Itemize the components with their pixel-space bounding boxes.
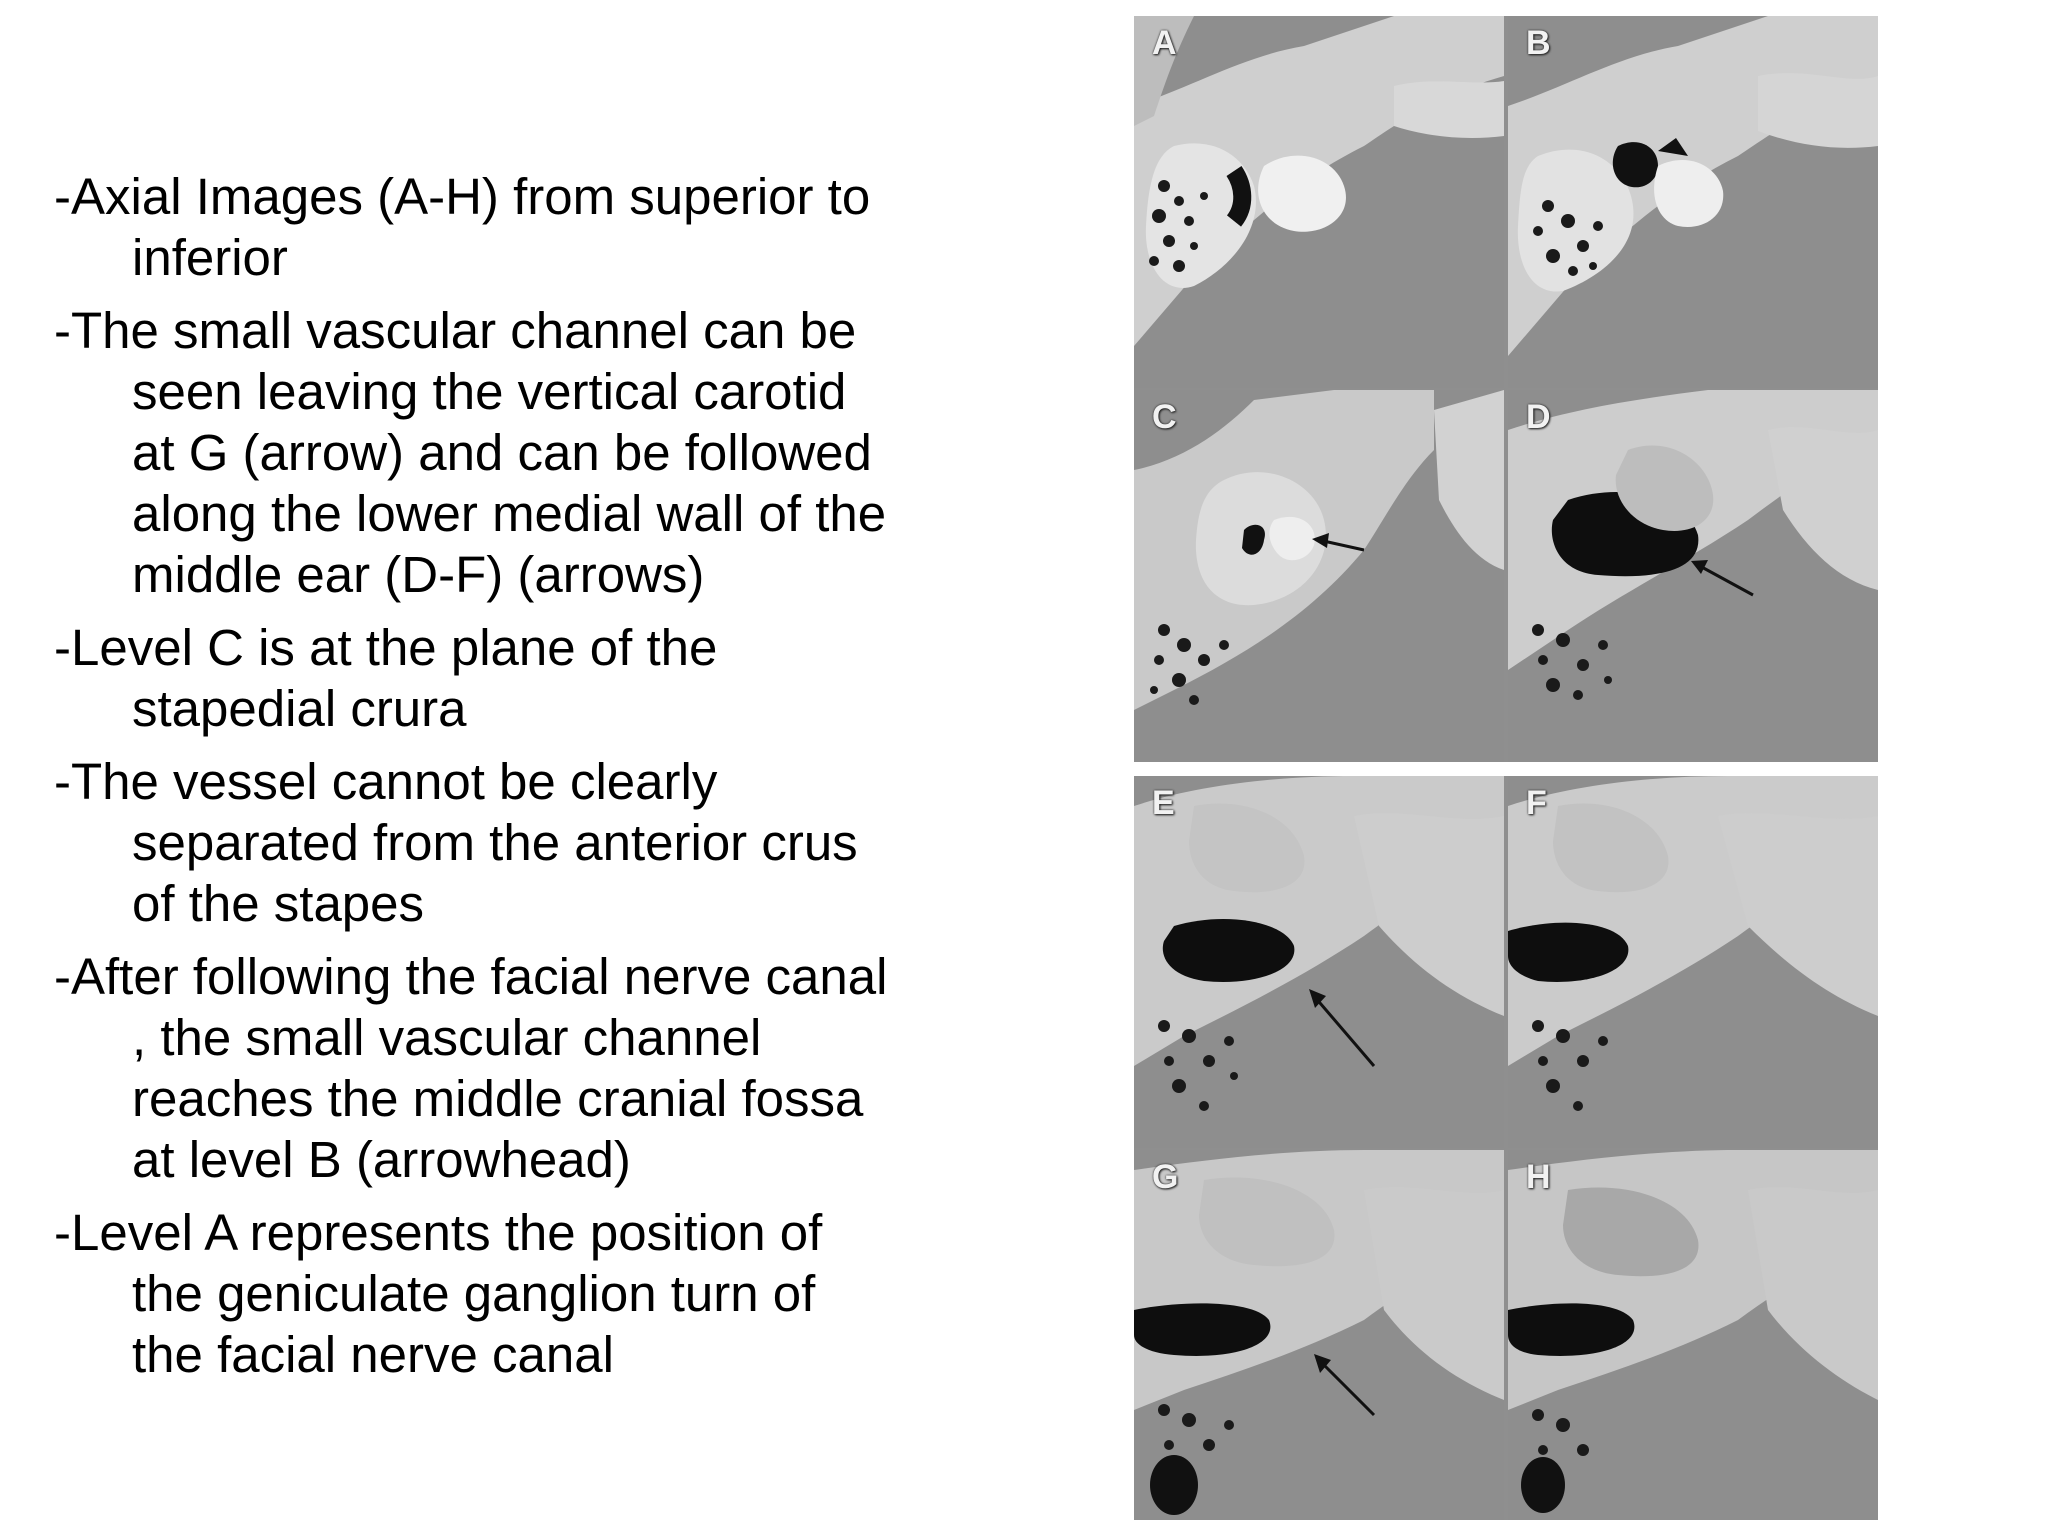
bullet-4: [54, 751, 1014, 934]
ct-panel-f: [1508, 776, 1878, 1148]
bullet-4-line-3: of the stapes: [132, 875, 425, 932]
ct-image-d: [1508, 390, 1878, 762]
bullet-3-line-1: -Level C is at the plane of the: [54, 619, 718, 676]
bullet-2-line-1: -The small vascular channel can be: [54, 302, 857, 359]
panel-label-b: B: [1526, 24, 1551, 62]
bullet-5-line-4: at level B (arrowhead): [132, 1131, 631, 1188]
bullet-5-line-1: -After following the facial nerve canal: [54, 948, 888, 1005]
slide-text: [54, 166, 1014, 1397]
panel-label-h: H: [1526, 1158, 1551, 1196]
ct-group-bottom: [1134, 776, 1878, 1520]
panel-label-g: G: [1152, 1158, 1179, 1196]
bullet-4-line-1: -The vessel cannot be clearly: [54, 753, 718, 810]
ct-panel-h: [1508, 1150, 1878, 1520]
panel-label-f: F: [1526, 784, 1547, 822]
ct-image-c: [1134, 390, 1504, 762]
ct-image-g: [1134, 1150, 1504, 1520]
bullet-6-line-2: the geniculate ganglion turn of: [132, 1265, 816, 1322]
bullet-3: [54, 617, 1014, 739]
bullet-3-line-2: stapedial crura: [132, 680, 467, 737]
ct-panel-b: [1508, 16, 1878, 388]
bullet-6-line-3: the facial nerve canal: [132, 1326, 614, 1383]
ct-image-h: [1508, 1150, 1878, 1520]
ct-image-f: [1508, 776, 1878, 1148]
ct-panel-a: [1134, 16, 1504, 388]
panel-label-c: C: [1152, 398, 1177, 436]
bullet-5-line-3: reaches the middle cranial fossa: [132, 1070, 864, 1127]
panel-label-d: D: [1526, 398, 1551, 436]
bullet-6: [54, 1202, 1014, 1385]
panel-label-a: A: [1152, 24, 1177, 62]
bullet-2-line-2: seen leaving the vertical carotid: [132, 363, 847, 420]
bullet-2: [54, 300, 1014, 605]
bullet-1-line-1: -Axial Images (A-H) from superior to: [54, 168, 871, 225]
bullet-4-line-2: separated from the anterior crus: [132, 814, 858, 871]
ct-image-b: [1508, 16, 1878, 388]
bullet-1: [54, 166, 1014, 288]
ct-panel-d: [1508, 390, 1878, 762]
bullet-2-line-5: middle ear (D-F) (arrows): [132, 546, 705, 603]
bullet-1-line-2: inferior: [132, 229, 288, 286]
bullet-5-line-2: , the small vascular channel: [132, 1009, 762, 1066]
ct-panel-e: [1134, 776, 1504, 1148]
ct-panel-c: [1134, 390, 1504, 762]
ct-group-top: [1134, 16, 1878, 762]
bullet-6-line-1: -Level A represents the position of: [54, 1204, 823, 1261]
bullet-5: [54, 946, 1014, 1190]
panel-label-e: E: [1152, 784, 1175, 822]
bullet-2-line-3: at G (arrow) and can be followed: [132, 424, 872, 481]
ct-image-a: [1134, 16, 1504, 388]
ct-panel-g: [1134, 1150, 1504, 1520]
ct-image-e: [1134, 776, 1504, 1148]
bullet-2-line-4: along the lower medial wall of the: [132, 485, 887, 542]
ct-figure: [1134, 16, 1878, 1520]
